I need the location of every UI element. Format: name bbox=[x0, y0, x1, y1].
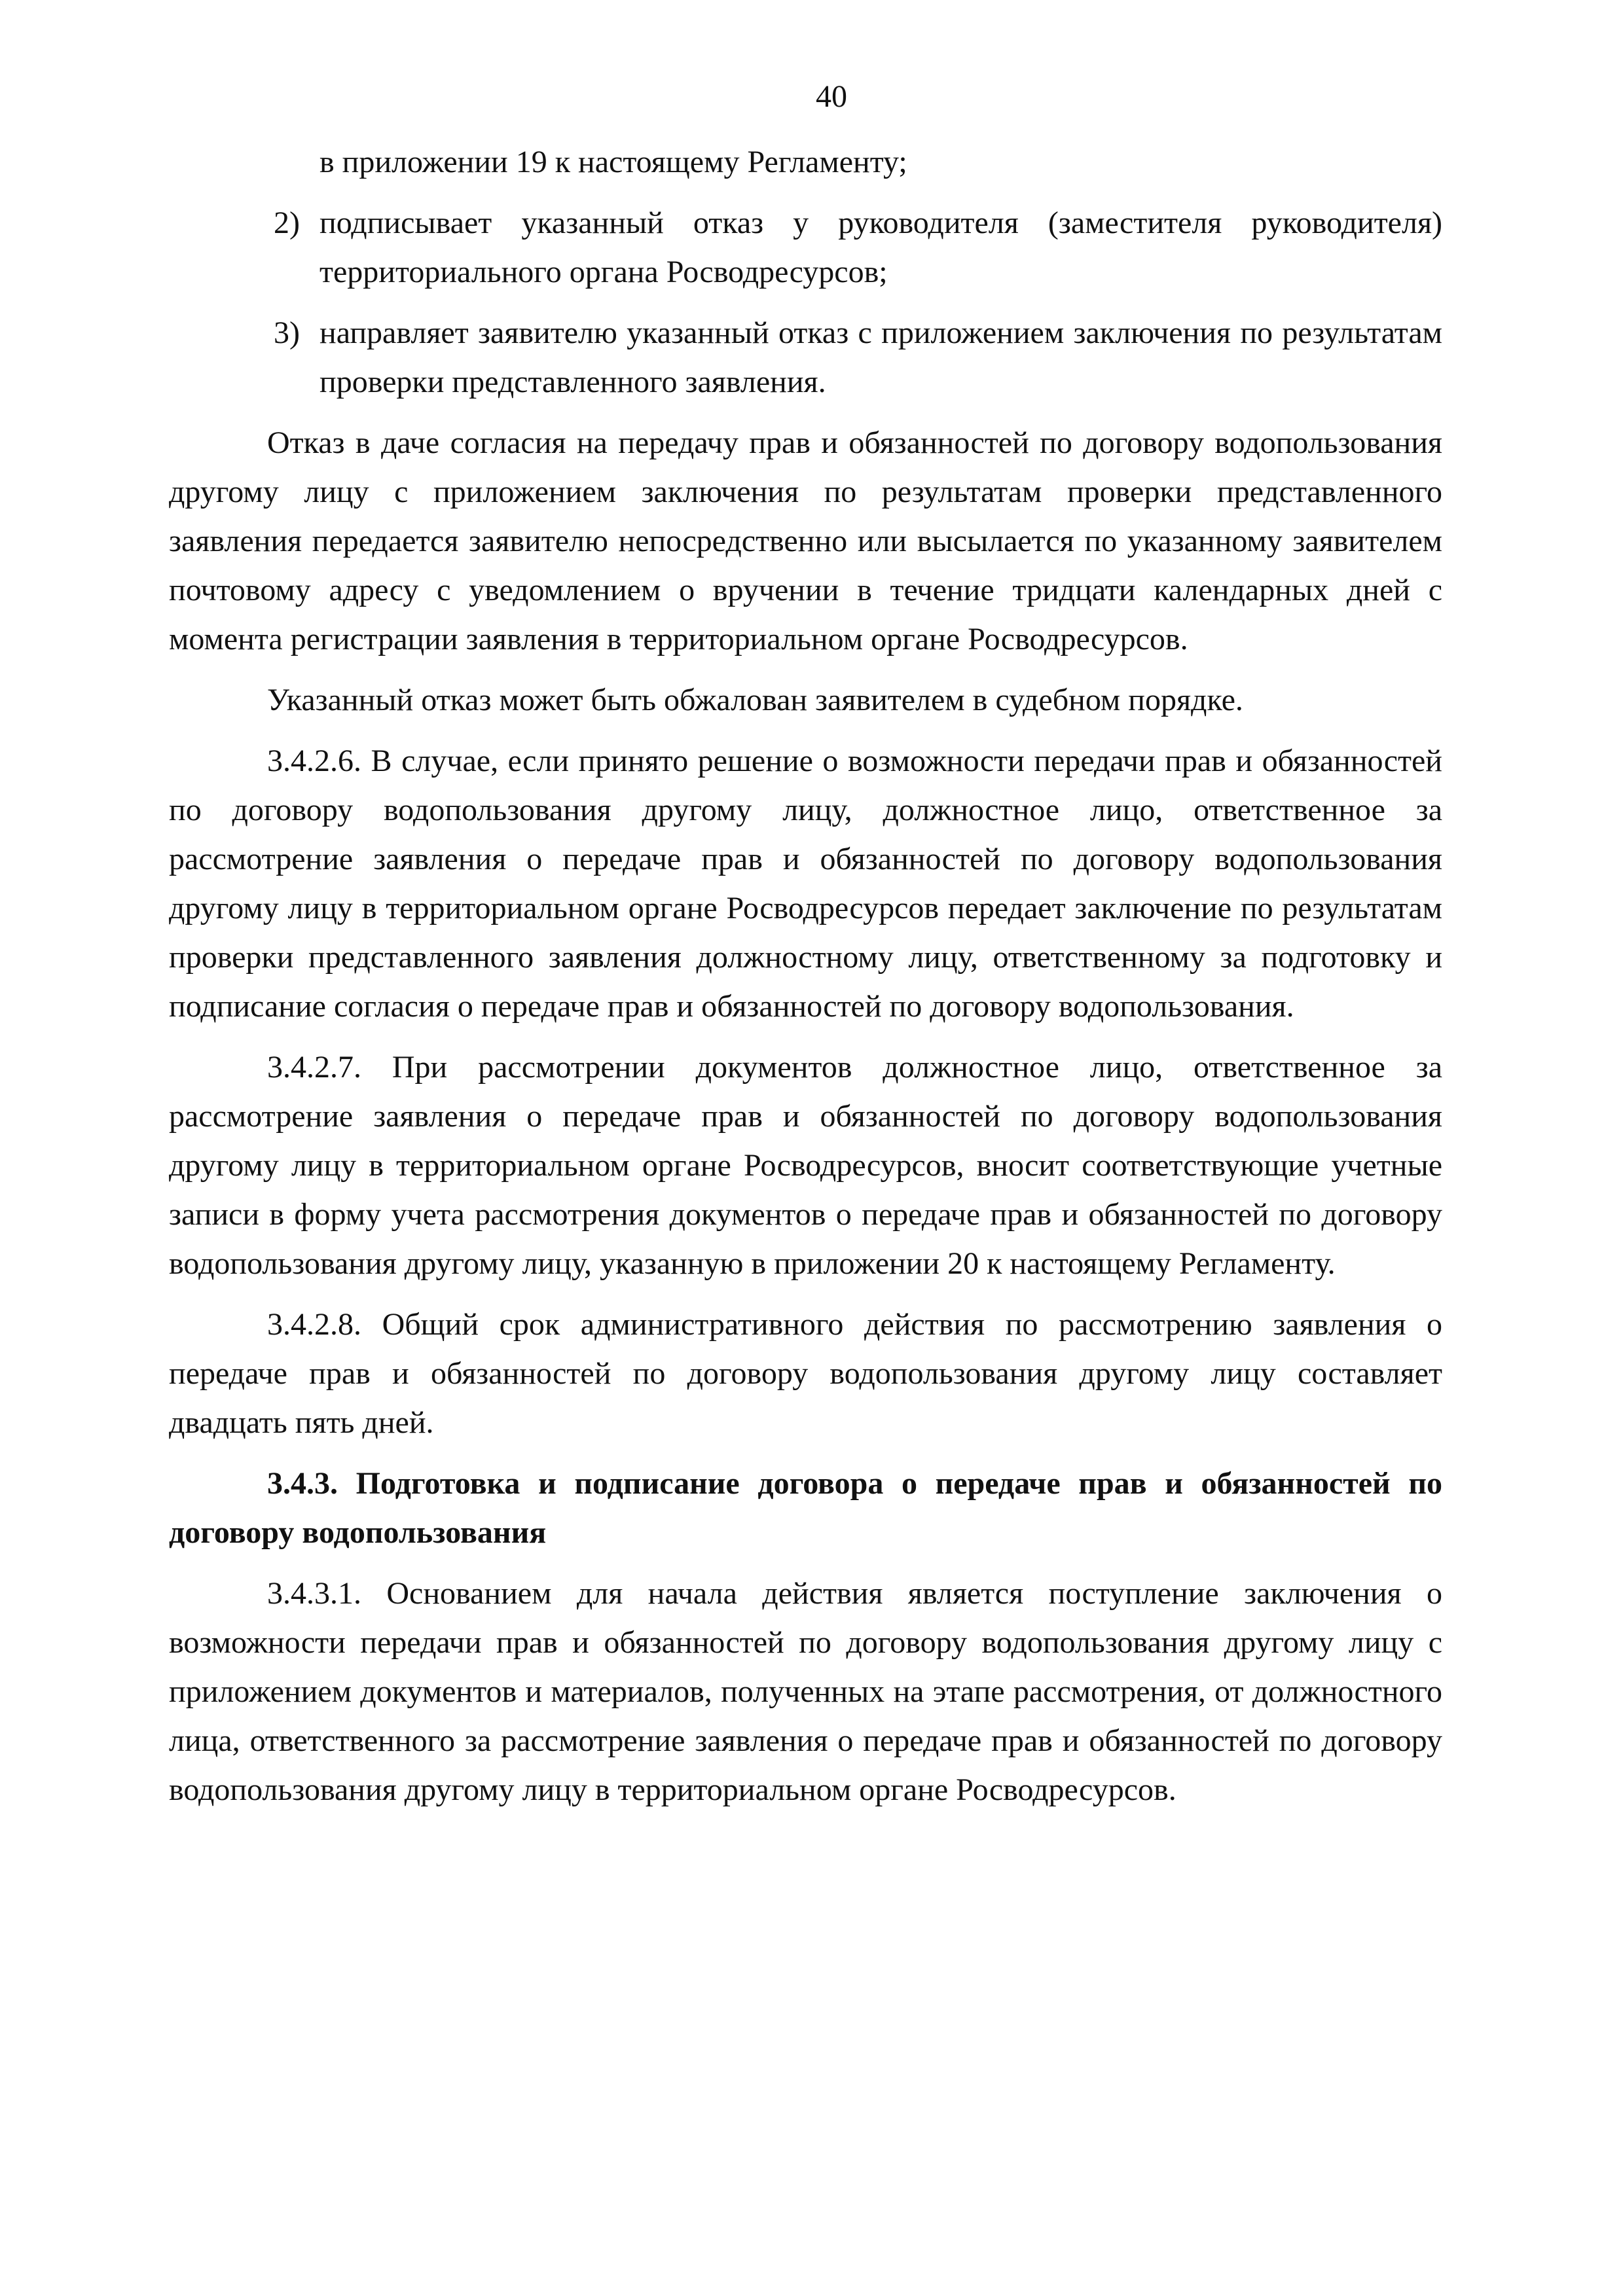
page-number: 40 bbox=[816, 79, 847, 114]
paragraph-3-4-2-8: 3.4.2.8. Общий срок административного действия по рассмотрению заявления о передаче прав и обязанностей по договору водопользования другому лицу составляет двадцать пять дней. bbox=[169, 1307, 1442, 1440]
list-item-3 bbox=[169, 308, 1442, 406]
list-text: направляет заявителю указанный отказ с приложением заключения по результатам проверки представленного заявления. bbox=[319, 315, 1442, 399]
list-text: подписывает указанный отказ у руководителя (заместителя руководителя) территориального органа Росводресурсов; bbox=[319, 206, 1442, 289]
paragraph-3-4-2-6: 3.4.2.6. В случае, если принято решение о возможности передачи прав и обязанностей по договору водопользования другому лицу, должностное лицо, ответственное за рассмотрение заявления о передаче прав и обязанностей по договору водопользования другому лицу в территориальном органе Росводресурсов передает заключение по результатам проверки представленного заявления должностному лицу, ответственному за подготовку и подписание согласия о передаче прав и обязанностей по договору водопользования. bbox=[169, 744, 1442, 1024]
continuation-line: в приложении 19 к настоящему Регламенту; bbox=[319, 145, 907, 179]
paragraph-appeal: Указанный отказ может быть обжалован заявителем в судебном порядке. bbox=[267, 683, 1243, 717]
list-number: 2) bbox=[274, 206, 300, 240]
document-body bbox=[169, 137, 1442, 1826]
section-heading-3-4-3: 3.4.3. Подготовка и подписание договора о передаче прав и обязанностей по договору водопользования bbox=[169, 1466, 1442, 1550]
paragraph-3-4-2-7: 3.4.2.7. При рассмотрении документов должностное лицо, ответственное за рассмотрение заявления о передаче прав и обязанностей по договору водопользования другому лицу в территориальном органе Росводресурсов, вносит соответствующие учетные записи в форму учета рассмотрения документов о передаче прав и обязанностей по договору водопользования другому лицу, указанную в приложении 20 к настоящему Регламенту. bbox=[169, 1050, 1442, 1281]
list-number: 3) bbox=[274, 315, 300, 350]
paragraph-refusal: Отказ в даче согласия на передачу прав и обязанностей по договору водопользования другому лицу с приложением заключения по результатам проверки представленного заявления передается заявителю непосредственно или высылается по указанному заявителем почтовому адресу с уведомлением о вручении в течение тридцати календарных дней с момента регистрации заявления в территориальном органе Росводресурсов. bbox=[169, 425, 1442, 656]
list-item-2 bbox=[169, 198, 1442, 296]
paragraph-3-4-3-1: 3.4.3.1. Основанием для начала действия является поступление заключения о возможности передачи прав и обязанностей по договору водопользования другому лицу с приложением документов и материалов, полученных на этапе рассмотрения, от должностного лица, ответственного за рассмотрение заявления о передаче прав и обязанностей по договору водопользования другому лицу в территориальном органе Росводресурсов. bbox=[169, 1576, 1442, 1807]
